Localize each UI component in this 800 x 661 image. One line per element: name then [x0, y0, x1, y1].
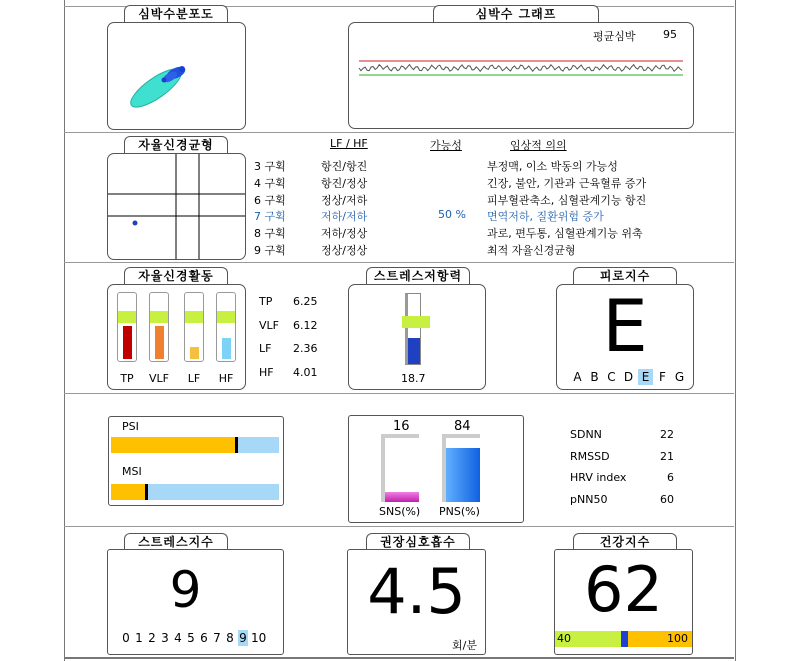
ans-zone: 7 구획: [254, 210, 286, 224]
psi-msi-panel: [108, 416, 284, 506]
ans-zone: 9 구획: [254, 244, 286, 257]
health-index-bar: [555, 631, 692, 647]
activity-tube-fill: [123, 326, 132, 359]
activity-tube-fill: [222, 338, 231, 359]
pns-label: PNS(%): [439, 505, 480, 518]
ans-balance-row: [254, 225, 674, 241]
stress-resist-value: 18.7: [401, 372, 426, 385]
ans-meaning: 면역저하, 질환위험 증가: [487, 210, 604, 224]
divider: [64, 526, 734, 527]
stress-resist-title: 스트레스저항력: [366, 267, 470, 284]
pns-fill: [446, 448, 480, 502]
activity-tube-fill: [155, 326, 164, 359]
stress-scale-3: 3: [161, 631, 169, 645]
ans-balance-point: [133, 221, 138, 226]
ans-possibility: 50 %: [438, 208, 466, 222]
activity-value: 2.36: [293, 342, 318, 355]
activity-tube: [184, 292, 204, 362]
hr-scatter-plot: [108, 23, 245, 129]
divider: [64, 393, 734, 394]
activity-value: 6.25: [293, 295, 318, 308]
ans-meaning: 부정맥, 이소 박동의 가능성: [487, 160, 618, 173]
ans-balance-row: [254, 192, 674, 208]
ans-zone: 3 구획: [254, 160, 286, 173]
hrv-stat-value: 21: [660, 449, 674, 463]
ans-lfhf: 저하/정상: [321, 227, 368, 241]
ans-meaning: 최적 자율신경균형: [487, 244, 576, 257]
fatigue-grade-d: D: [623, 370, 634, 384]
activity-label: TP: [120, 372, 134, 385]
stress-scale-1: 1: [135, 631, 143, 645]
hr-line-graph: [349, 23, 693, 128]
ans-activity-panel: [107, 284, 246, 390]
stress-scale-0: 0: [122, 631, 130, 645]
stress-resist-fill: [408, 338, 420, 364]
ans-balance-row: [254, 242, 674, 258]
stress-scale-4: 4: [174, 631, 182, 645]
hrv-stat-value: 60: [660, 492, 674, 506]
bottom-edge: [64, 657, 734, 659]
sns-value: 16: [393, 419, 410, 434]
activity-tube-marker: [185, 311, 203, 323]
fatigue-grade: E: [602, 284, 648, 368]
ans-balance-row: [254, 158, 674, 174]
ans-lfhf: 저하/저하: [321, 210, 368, 224]
hr-graph-title: 심박수 그래프: [433, 5, 599, 22]
stress-index-title: 스트레스지수: [124, 533, 228, 550]
stress-resist-panel: [348, 284, 486, 390]
activity-tube-fill: [190, 347, 199, 359]
breathing-panel: [347, 549, 486, 655]
fatigue-grade-e: E: [638, 369, 653, 385]
fatigue-grade-g: G: [674, 370, 685, 384]
breathing-title: 권장심호흡수: [366, 533, 470, 550]
hrv-stat-label: RMSSD: [570, 449, 610, 463]
activity-value: 4.01: [293, 365, 318, 379]
sns-pns-panel: [348, 415, 524, 523]
breathing-value: 4.5: [367, 555, 466, 628]
activity-label: HF: [218, 372, 234, 385]
msi-bar: [111, 484, 279, 500]
breathing-unit: 회/분: [452, 639, 477, 652]
msi-fill: [111, 484, 148, 500]
activity-value-label: HF: [259, 365, 274, 379]
hrv-stat-value: 22: [660, 428, 674, 441]
sns-fill: [385, 492, 419, 502]
health-index-max: 100: [667, 632, 688, 645]
activity-tube: [149, 292, 169, 362]
ans-balance-row: [254, 208, 674, 224]
ans-meaning: 긴장, 불안, 기관과 근육혈류 증가: [487, 176, 647, 190]
stress-scale-7: 7: [213, 631, 221, 645]
fatigue-title: 피로지수: [573, 267, 677, 284]
health-index-marker: [621, 631, 628, 647]
activity-label: VLF: [149, 372, 169, 385]
stress-resist-marker: [402, 316, 430, 328]
psi-bar: [111, 437, 279, 453]
health-index-min: 40: [557, 632, 571, 645]
activity-label: LF: [187, 372, 201, 385]
ans-meaning: 피부혈관축소, 심혈관계기능 항진: [487, 193, 647, 207]
ans-balance-title: 자율신경균형: [124, 136, 228, 153]
stress-index-value: 9: [169, 561, 202, 619]
ans-zone: 6 구획: [254, 193, 286, 207]
hrv-stat-label: SDNN: [570, 428, 602, 441]
avg-hr-label: 평균심박: [593, 30, 636, 43]
psi-fill: [111, 437, 238, 453]
activity-tube-marker: [150, 311, 168, 323]
ans-activity-title: 자율신경활동: [124, 267, 228, 284]
ans-zone: 8 구획: [254, 227, 286, 241]
ans-meaning: 과로, 편두통, 심혈관계기능 위축: [487, 227, 643, 241]
hrv-stat-label: HRV index: [570, 471, 627, 484]
activity-tube: [117, 292, 137, 362]
stress-scale-10: 10: [251, 631, 267, 645]
ans-balance-quadrant: [108, 154, 245, 259]
stress-scale-8: 8: [226, 631, 234, 645]
ans-balance-grid: [107, 153, 246, 260]
fatigue-grade-c: C: [607, 370, 616, 384]
activity-tube: [216, 292, 236, 362]
ans-lfhf: 정상/정상: [321, 244, 368, 257]
col-lfhf: LF / HF: [330, 137, 368, 150]
msi-label: MSI: [122, 465, 142, 478]
stress-scale-2: 2: [148, 631, 156, 645]
sns-label: SNS(%): [379, 505, 421, 518]
activity-value-label: VLF: [259, 318, 279, 332]
stress-resist-gauge: [405, 293, 421, 365]
activity-value-label: TP: [259, 295, 273, 308]
ans-lfhf: 정상/저하: [321, 193, 368, 207]
hr-scatter-panel: [107, 22, 246, 130]
activity-tube-marker: [118, 311, 136, 323]
sns-tube: [381, 434, 419, 502]
pns-value: 84: [454, 419, 471, 434]
fatigue-grade-b: B: [590, 370, 599, 384]
health-index-panel: [554, 549, 693, 655]
fatigue-grade-f: F: [659, 370, 666, 384]
activity-value-label: LF: [259, 342, 272, 355]
ans-lfhf: 항진/항진: [321, 160, 368, 173]
health-index-title: 건강지수: [573, 533, 677, 550]
hrv-stat-label: pNN50: [570, 492, 608, 506]
hr-graph-panel: [348, 22, 694, 129]
psi-label: PSI: [122, 420, 139, 433]
col-meaning: 임상적 의의: [510, 139, 567, 152]
divider: [64, 262, 734, 263]
stress-index-panel: [107, 549, 284, 655]
stress-scale-9: 9: [239, 631, 247, 645]
hr-scatter-title: 심박수분포도: [124, 5, 228, 22]
fatigue-grade-a: A: [573, 370, 582, 384]
stress-scale-5: 5: [187, 631, 195, 645]
activity-value: 6.12: [293, 318, 318, 332]
hrv-stat-value: 6: [667, 471, 674, 484]
activity-tube-marker: [217, 311, 235, 323]
fatigue-panel: [556, 284, 694, 390]
pns-tube: [442, 434, 480, 502]
col-possibility: 가능성: [430, 139, 462, 152]
ans-zone: 4 구획: [254, 176, 286, 190]
ans-lfhf: 항진/정상: [321, 176, 368, 190]
avg-hr-value: 95: [663, 28, 677, 41]
health-index-value: 62: [584, 553, 663, 626]
stress-scale-6: 6: [200, 631, 208, 645]
ans-balance-row: [254, 175, 674, 191]
divider: [64, 132, 734, 133]
